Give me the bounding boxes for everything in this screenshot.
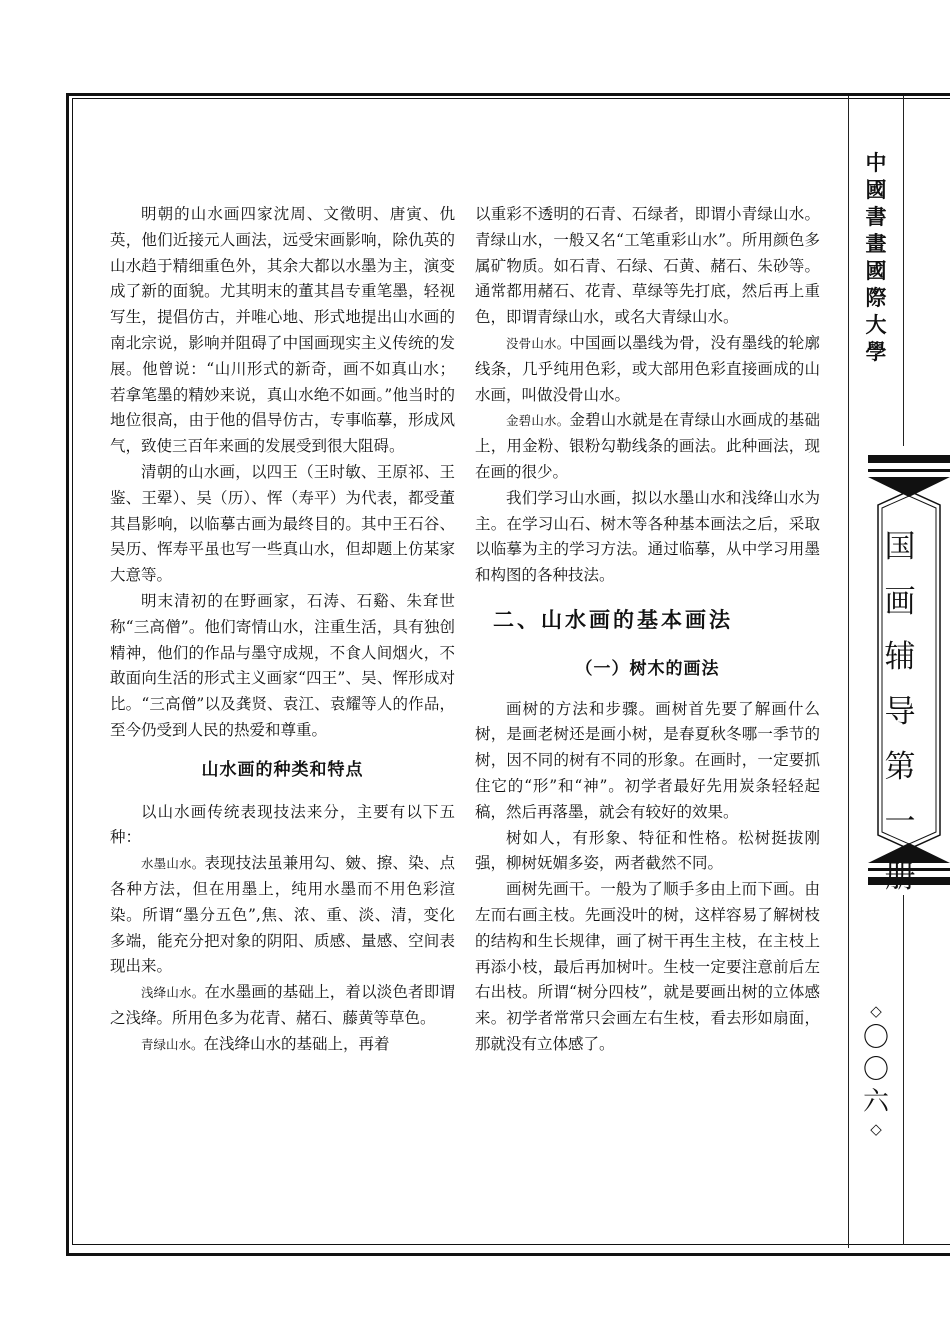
paragraph: 树如人，有形象、特征和性格。松树挺拔刚强，柳树妩媚多姿，两者截然不同。: [475, 828, 820, 873]
paragraph-term: [110, 851, 455, 980]
university-char: 大: [865, 313, 887, 337]
term-label: 水墨山水。: [141, 856, 205, 872]
series-char: 国: [884, 529, 916, 565]
term-description: 中国画以墨线为骨，没有墨线的轮廓线条，几乎纯用色彩，或大部用色彩直接画成的山水画，叫做没骨山水。: [475, 333, 820, 404]
term-description: 在水墨画的基础上，着以淡色者即谓之浅绛。所用色多为花青、赭石、藤黄等草色。: [110, 983, 455, 1027]
paragraph: 画树先画干。一般为了顺手多由上而下画。由左而右画主枝。先画没叶的树，这样容易了解树枝的结构和生长规律，画了树干再生主枝，在主枝上再添小枝，最后再加树叶。生枝一定要注意前后左右出枝。所谓“树分四枝”，就是要画出树的立体感来。初学者常常只会画左右生枝，看去形如扇面，那就没有立体感了。: [475, 880, 820, 1053]
series-char: 册: [884, 859, 916, 895]
paragraph: 以重彩不透明的石青、石绿者，即谓小青绿山水。青绿山水，一般又名“工笔重彩山水”。所用颜色多属矿物质。如石青、石绿、石黄、赭石、朱砂等。通常都用赭石、花青、草绿等先打底，然后再上重色，即谓青绿山水，或名大青绿山水。: [475, 205, 820, 327]
page-number-digit: 〇: [862, 1055, 889, 1085]
page-number-digit: 六: [862, 1087, 889, 1117]
series-char: 一: [884, 804, 916, 840]
badge-bar: [868, 469, 950, 472]
diamond-icon: ◇: [870, 1120, 882, 1138]
university-char: 國: [865, 178, 887, 202]
section-heading: 二、山水画的基本画法: [493, 606, 733, 632]
section-subheading: （一）树木的画法: [575, 658, 720, 679]
paragraph: 画树的方法和步骤。画树首先要了解画什么树，是画老树还是画小树，是春夏秋冬哪一季节的树，因不同的树有不同的形象。在画时，一定要抓住它的“形”和“神”。初学者最好先用炭条轻轻起稿，然后再落墨，就会有较好的效果。: [475, 699, 820, 821]
paragraph: 清朝的山水画，以四王（王时敏、王原祁、王鉴、王翚）、吴（历）、恽（寿平）为代表，都受董其昌影响，以临摹古画为最终目的。其中王石谷、吴历、恽寿平虽也写一些真山水，但却题上仿某家大意等。: [110, 462, 455, 585]
badge-bar: [868, 455, 950, 463]
paragraph: 明朝的山水画四家沈周、文徵明、唐寅、仇英，他们近接元人画法，远受宋画影响，除仇英的山水趋于精细重色外，其余大都以水墨为主，演变成了新的面貌。尤其明末的董其昌专重笔墨，轻视写生，提倡仿古，并唯心地、形式地提出山水画的南北宗说，影响并阻碍了中国画现实主义传统的发展。他曾说：“山川形式的新奇，画不如真山水；若拿笔墨的精妙来说，真山水绝不如画。”他当时的地位很高，由于他的倡导仿古，专事临摹，形成风气，致使三百年来画的发展受到很大阻碍。: [110, 205, 455, 456]
paragraph-term: [475, 408, 820, 485]
series-title-vertical: [880, 520, 920, 905]
term-description: 在浅绛山水的基础上，再着: [203, 1034, 390, 1053]
term-description: 表现技法虽兼用勾、皴、擦、染、点各种方法，但在用墨上，纯用水墨而不用色彩渲染。所谓“墨分五色”,焦、浓、重、淡、清，变化多端，能充分把对象的阴阳、质感、量感、空间表现出来。: [110, 854, 455, 976]
university-char: 畫: [865, 232, 887, 256]
paragraph-term: [110, 1032, 455, 1058]
sidebar-rule-upper: [903, 96, 904, 446]
sidebar-rule-lower: [903, 895, 904, 1245]
term-label: 没骨山水。: [506, 335, 570, 351]
series-char: 导: [884, 694, 916, 730]
university-char: 際: [865, 286, 887, 310]
sidebar-divider: [848, 96, 849, 1248]
page-number-vertical: [858, 1000, 894, 1140]
series-char: 画: [884, 584, 916, 620]
term-description: 金碧山水就是在青绿山水画成的基础上，用金粉、银粉勾勒线条的画法。此种画法，现在画的很少。: [475, 411, 820, 481]
series-char: 第: [884, 749, 916, 785]
university-char: 中: [865, 151, 887, 175]
page-number-digit: 〇: [862, 1023, 889, 1053]
series-char: 辅: [884, 639, 916, 675]
paragraph: 我们学习山水画，拟以水墨山水和浅绛山水为主。在学习山石、树木等各种基本画法之后，采取以临摹为主的学习方法。通过临摹，从中学习用墨和构图的各种技法。: [475, 488, 820, 585]
term-label: 浅绛山水。: [141, 985, 205, 1001]
term-label: 金碧山水。: [506, 413, 570, 429]
diamond-icon: ◇: [870, 1002, 882, 1020]
section-subheading: 山水画的种类和特点: [201, 759, 364, 780]
university-char: 書: [865, 205, 887, 229]
term-label: 青绿山水。: [141, 1036, 204, 1052]
university-name-vertical: [858, 150, 894, 366]
paragraph-term: [110, 980, 455, 1032]
university-char: 學: [865, 340, 887, 364]
university-char: 國: [865, 259, 887, 283]
paragraph-term: [475, 331, 820, 408]
paragraph: 以山水画传统表现技法来分，主要有以下五种：: [110, 802, 455, 847]
paragraph: 明末清初的在野画家，石涛、石谿、朱耷世称“三高僧”。他们寄情山水，注重生活，具有独创精神，他们的作品与墨守成规，不食人间烟火，不敢面向生活的形式主义画家“四王”、吴、恽形成对比。“三高僧”以及龚贤、袁江、袁耀等人的作品，至今仍受到人民的热爱和尊重。: [110, 591, 455, 739]
right-column: [475, 202, 820, 1058]
left-column: [110, 202, 455, 1058]
